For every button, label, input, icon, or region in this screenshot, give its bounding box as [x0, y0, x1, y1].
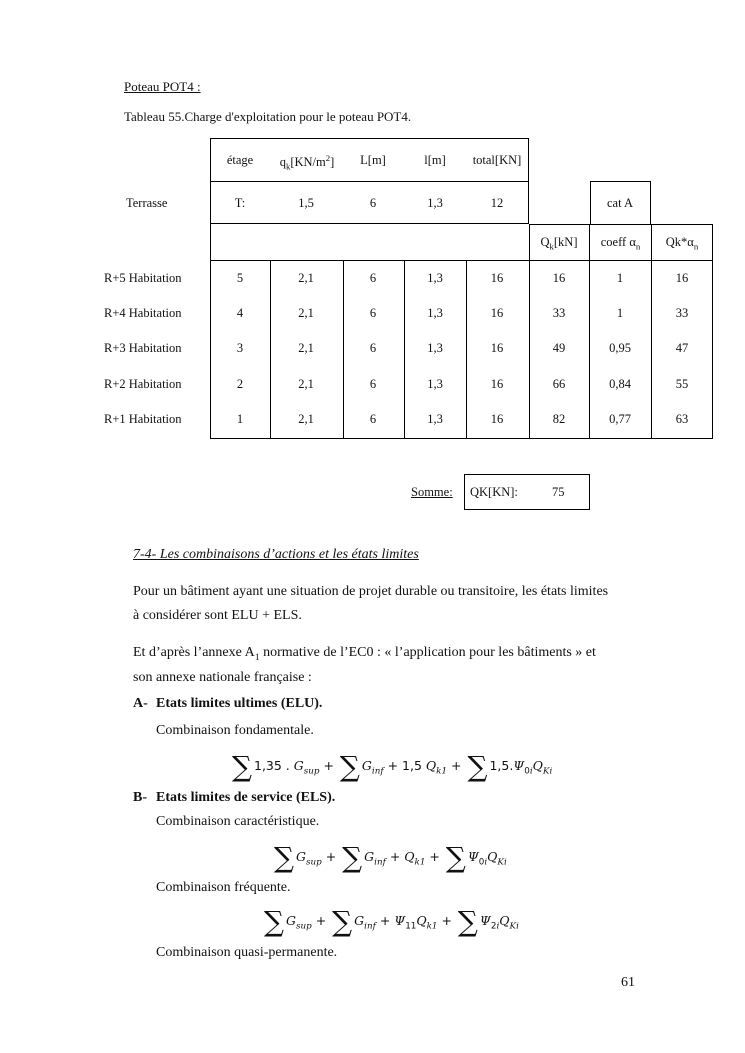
- formula-els-frequent: ∑ $G_{sup}$ + ∑ $G_{inf} + \Psi_{11}Q_{k1}$ + ∑ $\Psi_{2i}Q_{Ki}$: [264, 905, 519, 938]
- cell-etage: 5: [236, 271, 244, 285]
- cell-L: 6: [369, 377, 377, 391]
- paragraph-2-line-2: son annexe nationale française :: [133, 670, 312, 685]
- row-label: R+4 Habitation: [104, 306, 182, 320]
- cell-product: 33: [675, 306, 689, 320]
- cell-total: 16: [490, 412, 504, 426]
- cell-coeff: 1: [616, 271, 624, 285]
- els-marker: B-: [133, 790, 147, 805]
- elu-marker: A-: [133, 696, 148, 711]
- cell-l: 1,3: [427, 306, 443, 320]
- formula-els-characteristic: ∑ $G_{sup}$ + ∑ $G_{inf} + Q_{k1}$ + ∑ $\Psi_{0i}Q_{Ki}$: [274, 841, 507, 874]
- cell-coeff: 0,95: [609, 341, 631, 355]
- cell-coeff: 0,77: [609, 412, 631, 426]
- cell-q: 2,1: [298, 271, 314, 285]
- somme-key: QK[KN]:: [470, 485, 518, 499]
- cell-terrasse-etage: T:: [234, 196, 246, 210]
- cell-etage: 4: [236, 306, 244, 320]
- els-subtitle-2: Combinaison fréquente.: [156, 880, 291, 895]
- els-subtitle-3: Combinaison quasi-permanente.: [156, 945, 338, 960]
- els-title: Etats limites de service (ELS).: [156, 790, 336, 805]
- cell-total: 16: [490, 306, 504, 320]
- header-etage: étage: [226, 153, 254, 167]
- cell-qk: 33: [552, 306, 566, 320]
- elu-subtitle: Combinaison fondamentale.: [156, 723, 314, 738]
- elu-title: Etats limites ultimes (ELU).: [156, 696, 323, 711]
- cell-total: 16: [490, 341, 504, 355]
- cell-total: 16: [490, 271, 504, 285]
- paragraph-1-line-2: à considérer sont ELU + ELS.: [133, 608, 302, 623]
- row-label: R+3 Habitation: [104, 341, 182, 355]
- cell-q: 2,1: [298, 412, 314, 426]
- header-coeff: coeff $\alpha_n$: [600, 235, 641, 252]
- paragraph-1-line-1: Pour un bâtiment ayant une situation de projet durable ou transitoire, les états limites: [133, 584, 609, 599]
- somme-label: Somme:: [411, 485, 453, 499]
- cell-product: 47: [675, 341, 689, 355]
- els-subtitle-1: Combinaison caractéristique.: [156, 814, 320, 829]
- header-qk: $q_k[KN/m^2]$: [279, 153, 335, 172]
- cell-L: 6: [369, 306, 377, 320]
- header-L: L[m]: [360, 153, 386, 167]
- cell-etage: 2: [236, 377, 244, 391]
- cell-terrasse-L: 6: [369, 196, 377, 210]
- somme-value: 75: [552, 485, 565, 499]
- row-label: R+2 Habitation: [104, 377, 182, 391]
- cell-q: 2,1: [298, 306, 314, 320]
- section-title: 7-4- Les combinaisons d’actions et les états limites: [133, 547, 419, 562]
- cell-etage: 3: [236, 341, 244, 355]
- cell-terrasse-total: 12: [490, 196, 504, 210]
- cell-terrasse-q: 1,5: [298, 196, 314, 210]
- section-heading: Poteau POT4 :: [124, 79, 201, 94]
- cell-L: 6: [369, 271, 377, 285]
- cell-L: 6: [369, 341, 377, 355]
- header-product: $Qk*\alpha_n$: [665, 235, 699, 252]
- cat-label: cat A: [606, 196, 634, 210]
- formula-elu: ∑ 1,35 . $G_{sup}$ + ∑ $G_{inf} + 1,5$ $Q_{k1}$ + ∑ $1,5.\Psi_{0i}Q_{Ki}$: [232, 750, 553, 783]
- cell-total: 16: [490, 377, 504, 391]
- cell-l: 1,3: [427, 341, 443, 355]
- cell-product: 55: [675, 377, 689, 391]
- cell-coeff: 1: [616, 306, 624, 320]
- page-number: 61: [621, 975, 635, 990]
- cell-product: 63: [675, 412, 689, 426]
- cell-qk: 49: [552, 341, 566, 355]
- row-label-terrasse: Terrasse: [126, 196, 168, 210]
- cell-L: 6: [369, 412, 377, 426]
- cell-coeff: 0,84: [609, 377, 631, 391]
- row-label: R+5 Habitation: [104, 271, 182, 285]
- cell-qk: 16: [552, 271, 566, 285]
- cell-product: 16: [675, 271, 689, 285]
- cell-l: 1,3: [427, 377, 443, 391]
- header-l: l[m]: [424, 153, 446, 167]
- cell-qk: 82: [552, 412, 566, 426]
- cell-l: 1,3: [427, 271, 443, 285]
- cell-terrasse-l: 1,3: [427, 196, 443, 210]
- row-label: R+1 Habitation: [104, 412, 182, 426]
- cell-l: 1,3: [427, 412, 443, 426]
- header-Qk: $Q_k[kN]$: [540, 235, 578, 252]
- cell-q: 2,1: [298, 377, 314, 391]
- cell-etage: 1: [236, 412, 244, 426]
- header-total: total[KN]: [472, 153, 522, 167]
- cell-qk: 66: [552, 377, 566, 391]
- table-caption: Tableau 55.Charge d'exploitation pour le poteau POT4.: [124, 109, 412, 124]
- cell-q: 2,1: [298, 341, 314, 355]
- paragraph-2-line-1: Et d’après l’annexe $A_1$ normative de l’EC0 : « l’application pour les bâtiments » et: [133, 645, 596, 663]
